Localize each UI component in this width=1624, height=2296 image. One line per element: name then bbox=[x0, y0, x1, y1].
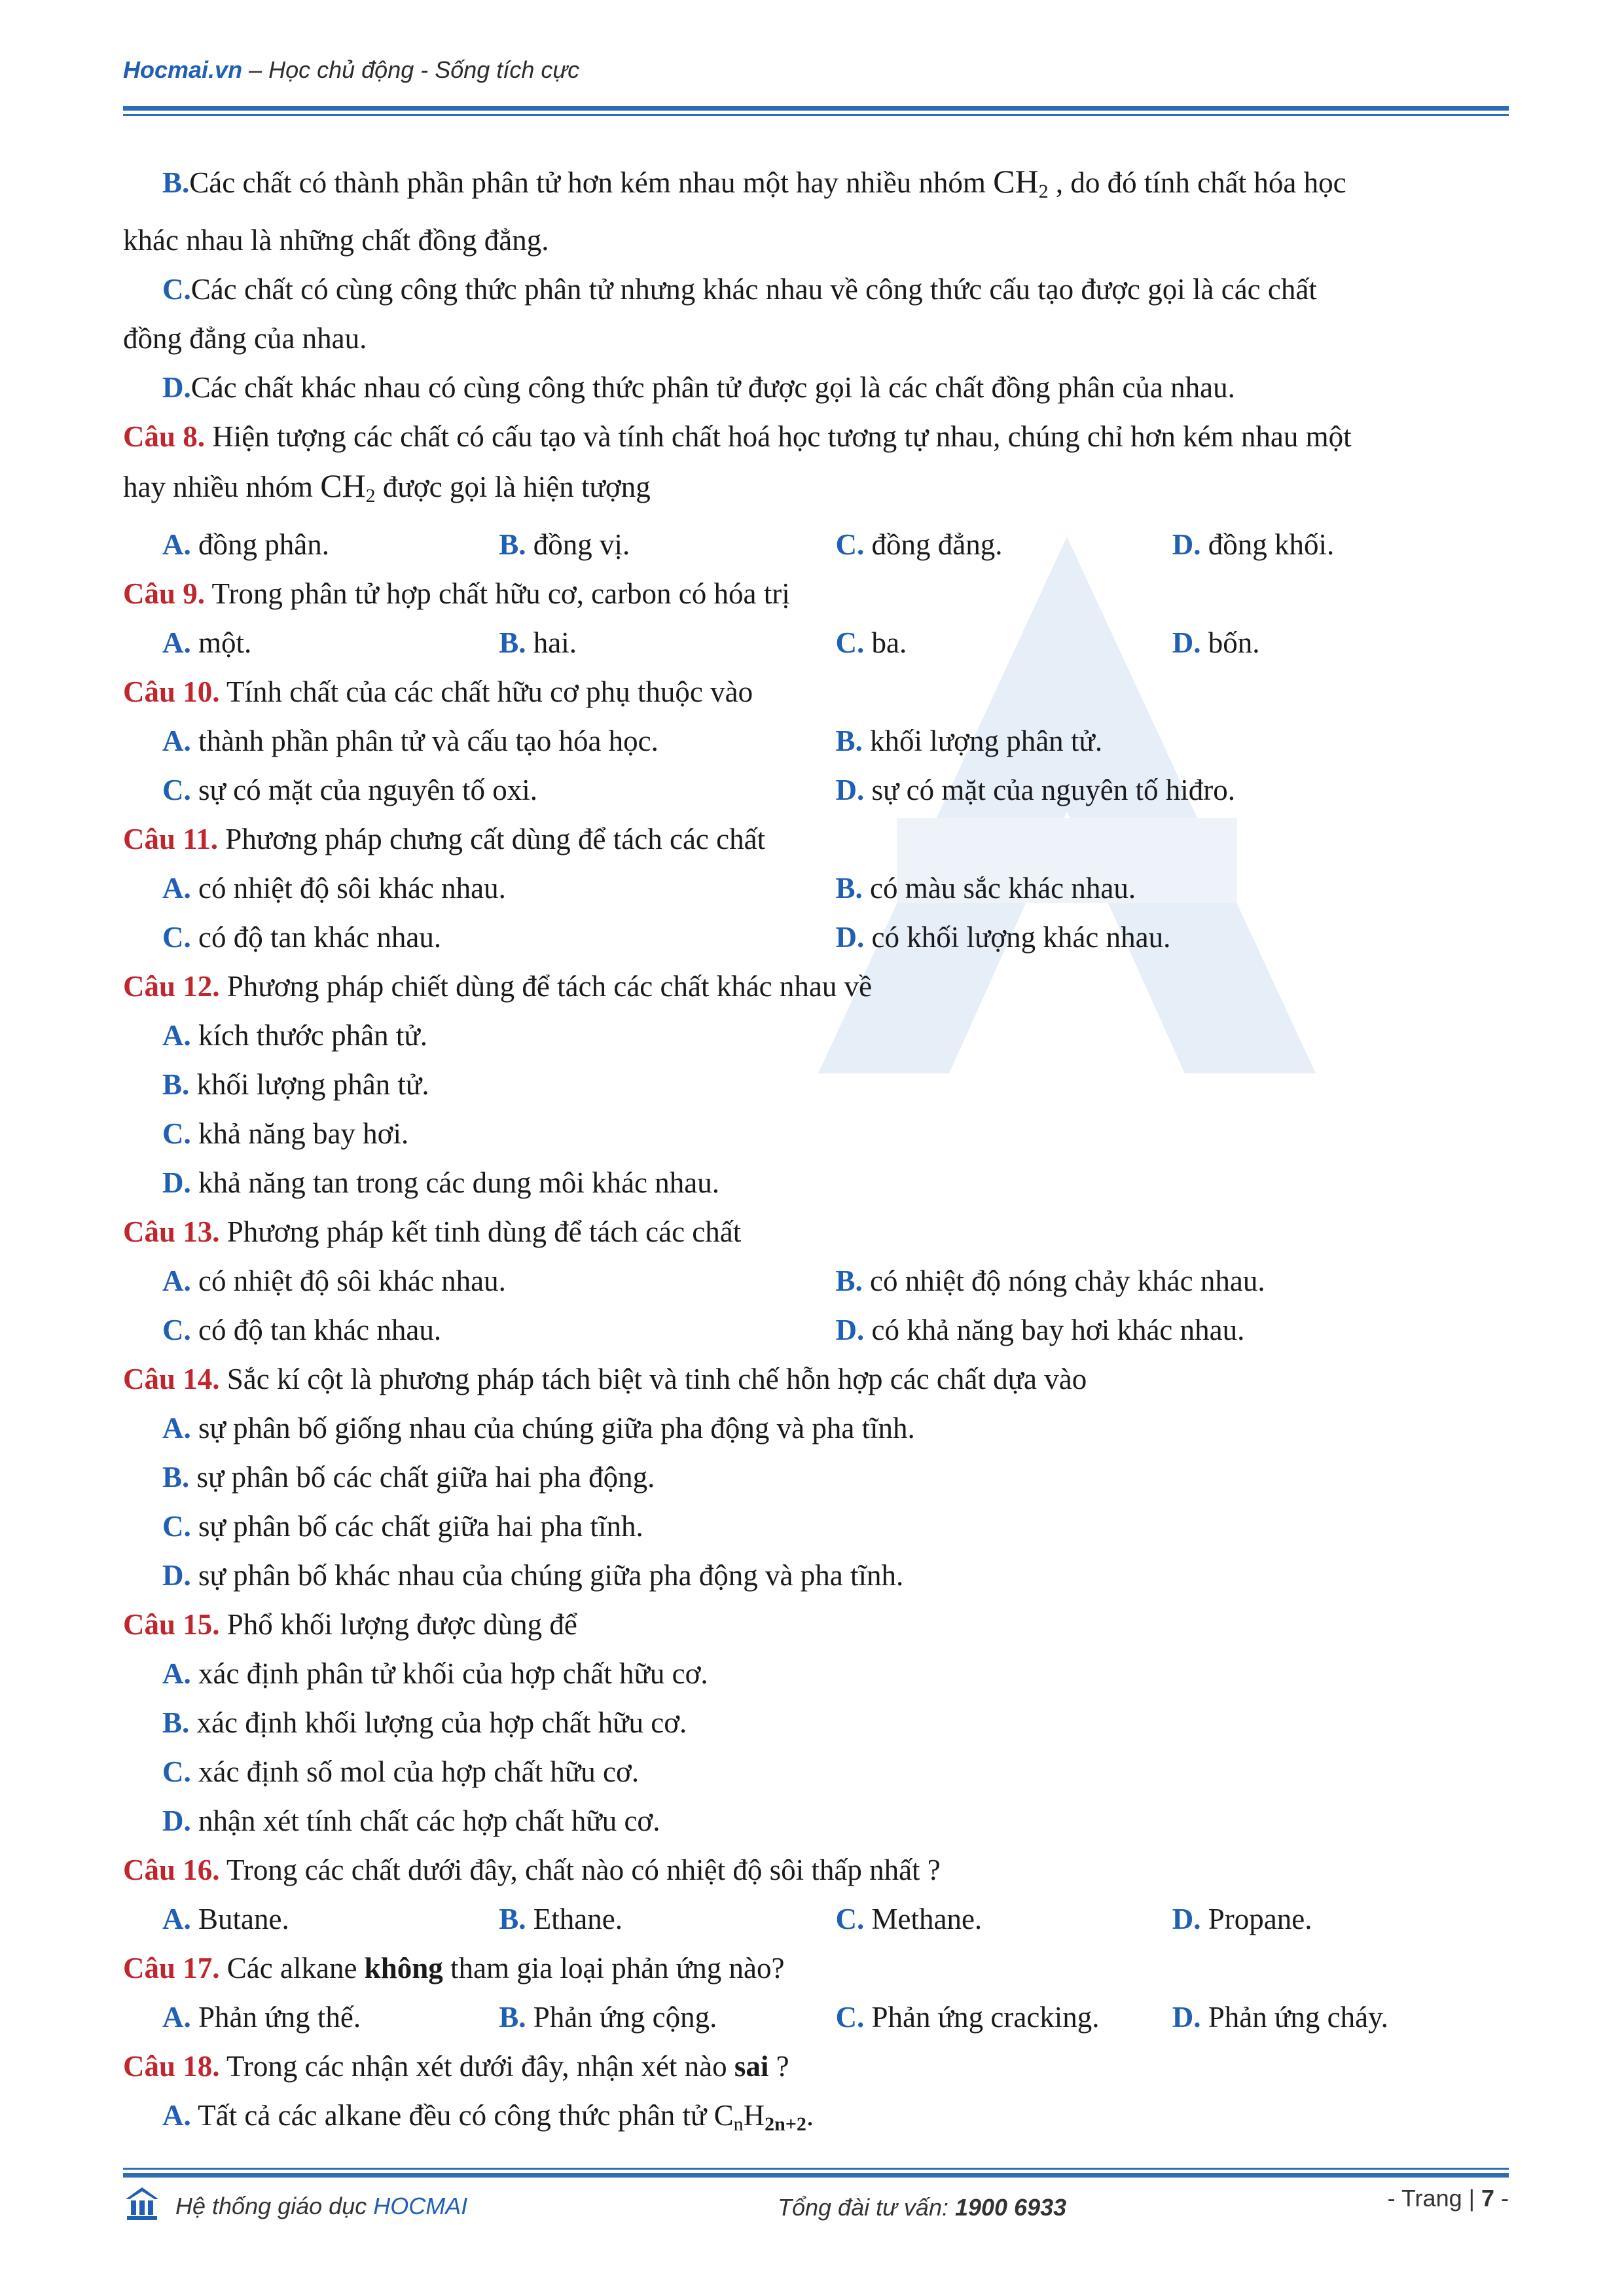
option-d: D. có khả năng bay hơi khác nhau. bbox=[835, 1314, 1245, 1346]
option-a: A. kích thước phân tử. bbox=[162, 1019, 428, 1052]
option-a: A. có nhiệt độ sôi khác nhau. bbox=[162, 872, 506, 905]
option-d: D. sự có mặt của nguyên tố hiđro. bbox=[835, 774, 1236, 806]
option-b: B. đồng vị. bbox=[499, 528, 630, 561]
footer-rule-thin bbox=[123, 2168, 1509, 2170]
question-11-options-cd bbox=[123, 913, 1509, 962]
option-a: A. một. bbox=[162, 626, 252, 659]
question-13-options-cd bbox=[123, 1306, 1509, 1355]
option-a: A. có nhiệt độ sôi khác nhau. bbox=[162, 1265, 506, 1297]
question-8: Câu 8. Hiện tượng các chất có cấu tạo và tính chất hoá học tương tự nhau, chúng chỉ hơn kém nhau một bbox=[123, 420, 1352, 453]
footer-system: Hệ thống giáo dục HOCMAI bbox=[175, 2193, 468, 2219]
question-10-options-ab bbox=[123, 717, 1509, 766]
option-c: C. sự phân bố các chất giữa hai pha tĩnh. bbox=[162, 1510, 643, 1543]
option-c: C. Methane. bbox=[835, 1903, 983, 1935]
option-b: B. có màu sắc khác nhau. bbox=[835, 872, 1136, 905]
question-16-options bbox=[123, 1895, 1509, 1944]
option-d: D. sự phân bố khác nhau của chúng giữa pha động và pha tĩnh. bbox=[162, 1559, 904, 1592]
option-c: C. xác định số mol của hợp chất hữu cơ. bbox=[162, 1755, 640, 1788]
header-tagline: – Học chủ động - Sống tích cực bbox=[242, 56, 580, 83]
page-footer bbox=[123, 2185, 1509, 2231]
option-c: C. ba. bbox=[835, 626, 907, 659]
prev-option-c: C.Các chất có cùng công thức phân tử nhưng khác nhau về công thức cấu tạo được gọi là các chất bbox=[162, 273, 1317, 306]
question-9: Câu 9. Trong phân tử hợp chất hữu cơ, carbon có hóa trị bbox=[123, 577, 790, 610]
option-a: A. thành phần phân tử và cấu tạo hóa học. bbox=[162, 725, 659, 757]
option-a: A. sự phân bố giống nhau của chúng giữa pha động và pha tĩnh. bbox=[162, 1412, 915, 1444]
option-a: A. Butane. bbox=[162, 1903, 289, 1935]
option-c: C. đồng đẳng. bbox=[835, 528, 1003, 561]
option-d: D. Phản ứng cháy. bbox=[1172, 2001, 1388, 2034]
option-b: B. có nhiệt độ nóng chảy khác nhau. bbox=[835, 1265, 1265, 1297]
question-17-options bbox=[123, 1993, 1509, 2042]
option-d: D. có khối lượng khác nhau. bbox=[835, 921, 1171, 954]
option-a: A. Tất cả các alkane đều có công thức phân tử $C_nH_{2n+2}$. bbox=[162, 2099, 814, 2135]
question-12: Câu 12. Phương pháp chiết dùng để tách các chất khác nhau về bbox=[123, 970, 873, 1003]
question-11-options-ab bbox=[123, 864, 1509, 913]
question-13-options-ab bbox=[123, 1257, 1509, 1306]
option-b: B. hai. bbox=[499, 626, 577, 659]
question-16: Câu 16. Trong các chất dưới đây, chất nào có nhiệt độ sôi thấp nhất ? bbox=[123, 1854, 941, 1886]
question-9-options bbox=[123, 619, 1509, 668]
question-14: Câu 14. Sắc kí cột là phương pháp tách biệt và tinh chế hỗn hợp các chất dựa vào bbox=[123, 1363, 1087, 1395]
option-a: A. xác định phân tử khối của hợp chất hữu cơ. bbox=[162, 1657, 708, 1690]
question-10: Câu 10. Tính chất của các chất hữu cơ phụ thuộc vào bbox=[123, 675, 753, 708]
option-d: D. khả năng tan trong các dung môi khác nhau. bbox=[162, 1166, 720, 1199]
option-d: D. nhận xét tính chất các hợp chất hữu cơ. bbox=[162, 1804, 660, 1837]
prev-option-b: B.Các chất có thành phần phân tử hơn kém nhau một hay nhiều nhóm $CH_2$ , do đó tính chất hóa học bbox=[162, 163, 1346, 202]
option-a: A. đồng phân. bbox=[162, 528, 329, 561]
footer-hotline: Tổng đài tư vấn: 1900 6933 bbox=[778, 2194, 1067, 2221]
option-c: C. Phản ứng cracking. bbox=[835, 2001, 1100, 2034]
question-11: Câu 11. Phương pháp chưng cất dùng để tách các chất bbox=[123, 823, 766, 855]
prev-option-d: D.Các chất khác nhau có cùng công thức phân tử được gọi là các chất đồng phân của nhau. bbox=[162, 371, 1235, 404]
option-b: B. sự phân bố các chất giữa hai pha động. bbox=[162, 1461, 655, 1494]
option-b: B. Ethane. bbox=[499, 1903, 623, 1935]
question-17: Câu 17. Các alkane không tham gia loại phản ứng nào? bbox=[123, 1952, 785, 1984]
question-8-cont: hay nhiều nhóm $CH_2$ được gọi là hiện tượng bbox=[123, 467, 651, 507]
option-c: C. khả năng bay hơi. bbox=[162, 1117, 409, 1150]
option-d: D. Propane. bbox=[1172, 1903, 1312, 1935]
option-c: C. có độ tan khác nhau. bbox=[162, 921, 442, 954]
option-d: D. bốn. bbox=[1172, 626, 1260, 659]
option-b: B. khối lượng phân tử. bbox=[162, 1068, 429, 1101]
option-b: B. xác định khối lượng của hợp chất hữu cơ. bbox=[162, 1706, 687, 1739]
option-b: B. khối lượng phân tử. bbox=[835, 725, 1103, 757]
page-header bbox=[123, 56, 579, 84]
question-15: Câu 15. Phổ khối lượng được dùng để bbox=[123, 1608, 577, 1641]
header-rule-thick bbox=[123, 106, 1509, 111]
option-a: A. Phản ứng thế. bbox=[162, 2001, 361, 2034]
hocmai-logo-icon bbox=[123, 2185, 161, 2223]
footer-rule-thick bbox=[123, 2173, 1509, 2178]
option-d: D. đồng khối. bbox=[1172, 528, 1335, 561]
question-10-options-cd bbox=[123, 766, 1509, 815]
prev-option-c-cont: đồng đẳng của nhau. bbox=[123, 322, 367, 355]
page-number: - Trang | 7 - bbox=[1387, 2185, 1509, 2212]
header-rule-thin bbox=[123, 114, 1509, 116]
document-body bbox=[123, 157, 1509, 2149]
question-18: Câu 18. Trong các nhận xét dưới đây, nhận xét nào sai ? bbox=[123, 2050, 789, 2083]
question-8-options bbox=[123, 520, 1509, 569]
option-c: C. sự có mặt của nguyên tố oxi. bbox=[162, 774, 538, 806]
header-brand: Hocmai.vn bbox=[123, 56, 243, 83]
option-b: B. Phản ứng cộng. bbox=[499, 2001, 717, 2034]
option-c: C. có độ tan khác nhau. bbox=[162, 1314, 442, 1346]
prev-option-b-cont: khác nhau là những chất đồng đẳng. bbox=[123, 224, 549, 257]
question-13: Câu 13. Phương pháp kết tinh dùng để tách các chất bbox=[123, 1215, 742, 1248]
